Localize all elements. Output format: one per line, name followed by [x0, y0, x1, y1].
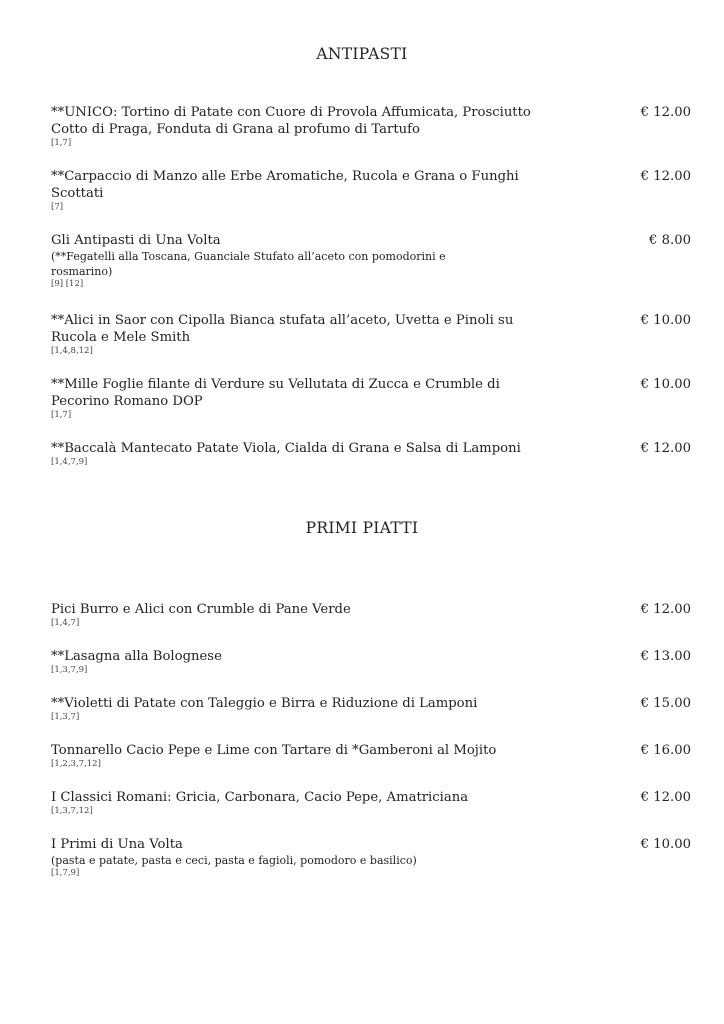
dish-price: € 13.00 — [640, 649, 691, 664]
dish-name: Rucola e Mele Smith — [51, 330, 191, 345]
dish-description: (**Fegatelli alla Toscana, Guanciale Stufato all’aceto con pomodorini e — [51, 250, 446, 263]
dish-description: (pasta e patate, pasta e ceci, pasta e fagioli, pomodoro e basilico) — [51, 854, 417, 867]
allergen-codes: [7] — [51, 202, 64, 212]
dish-name: Pici Burro e Alici con Crumble di Pane Verde — [51, 602, 351, 617]
allergen-codes: [1,4,7,9] — [51, 457, 88, 467]
allergen-codes: [1,4,7] — [51, 618, 80, 628]
dish-price: € 8.00 — [649, 233, 691, 248]
dish-name: **Lasagna alla Bolognese — [51, 649, 222, 664]
menu-item — [51, 836, 691, 879]
dish-name: **Alici in Saor con Cipolla Bianca stufata all’aceto, Uvetta e Pinoli su — [51, 313, 514, 328]
allergen-codes: [1,7] — [51, 410, 72, 420]
menu-item — [51, 742, 691, 770]
dish-price: € 12.00 — [640, 169, 691, 184]
menu-item — [51, 789, 691, 817]
menu-item — [51, 232, 691, 290]
allergen-codes: [1,7,9] — [51, 868, 80, 878]
dish-price: € 12.00 — [640, 602, 691, 617]
dish-name: **Mille Foglie filante di Verdure su Vellutata di Zucca e Crumble di — [51, 377, 500, 392]
dish-price: € 10.00 — [640, 837, 691, 852]
dish-name: Tonnarello Cacio Pepe e Lime con Tartare di *Gamberoni al Mojito — [51, 743, 497, 758]
dish-price: € 10.00 — [640, 377, 691, 392]
dish-price: € 12.00 — [640, 105, 691, 120]
dish-price: € 12.00 — [640, 441, 691, 456]
dish-name: Gli Antipasti di Una Volta — [51, 233, 221, 248]
allergen-codes: [1,4,8,12] — [51, 346, 93, 356]
allergen-codes: [9] [12] — [51, 279, 84, 289]
dish-name: I Classici Romani: Gricia, Carbonara, Cacio Pepe, Amatriciana — [51, 790, 469, 805]
menu-item — [51, 695, 691, 723]
dish-name: I Primi di Una Volta — [51, 837, 183, 852]
menu-item — [51, 104, 691, 149]
menu-item — [51, 440, 691, 468]
dish-description: rosmarino) — [51, 265, 113, 278]
allergen-codes: [1,7] — [51, 138, 72, 148]
dish-price: € 12.00 — [640, 790, 691, 805]
dish-name: **Violetti di Patate con Taleggio e Birra e Riduzione di Lamponi — [51, 696, 478, 711]
dish-name: Scottati — [51, 186, 104, 201]
menu-item — [51, 168, 691, 213]
allergen-codes: [1,3,7,9] — [51, 665, 88, 675]
allergen-codes: [1,2,3,7,12] — [51, 759, 101, 769]
dish-price: € 15.00 — [640, 696, 691, 711]
dish-price: € 10.00 — [640, 313, 691, 328]
allergen-codes: [1,3,7] — [51, 712, 80, 722]
dish-name: Pecorino Romano DOP — [51, 394, 203, 409]
menu-item — [51, 312, 691, 357]
section-title: ANTIPASTI — [316, 45, 408, 63]
menu-item — [51, 601, 691, 629]
menu-item — [51, 648, 691, 676]
section-title: PRIMI PIATTI — [305, 519, 419, 537]
dish-name: **UNICO: Tortino di Patate con Cuore di Provola Affumicata, Prosciutto — [51, 105, 531, 120]
allergen-codes: [1,3,7,12] — [51, 806, 93, 816]
menu-item — [51, 376, 691, 421]
dish-name: **Carpaccio di Manzo alle Erbe Aromatiche, Rucola e Grana o Funghi — [51, 169, 519, 184]
dish-name: Cotto di Praga, Fonduta di Grana al profumo di Tartufo — [51, 122, 420, 137]
dish-price: € 16.00 — [640, 743, 691, 758]
dish-name: **Baccalà Mantecato Patate Viola, Cialda di Grana e Salsa di Lamponi — [51, 441, 521, 456]
